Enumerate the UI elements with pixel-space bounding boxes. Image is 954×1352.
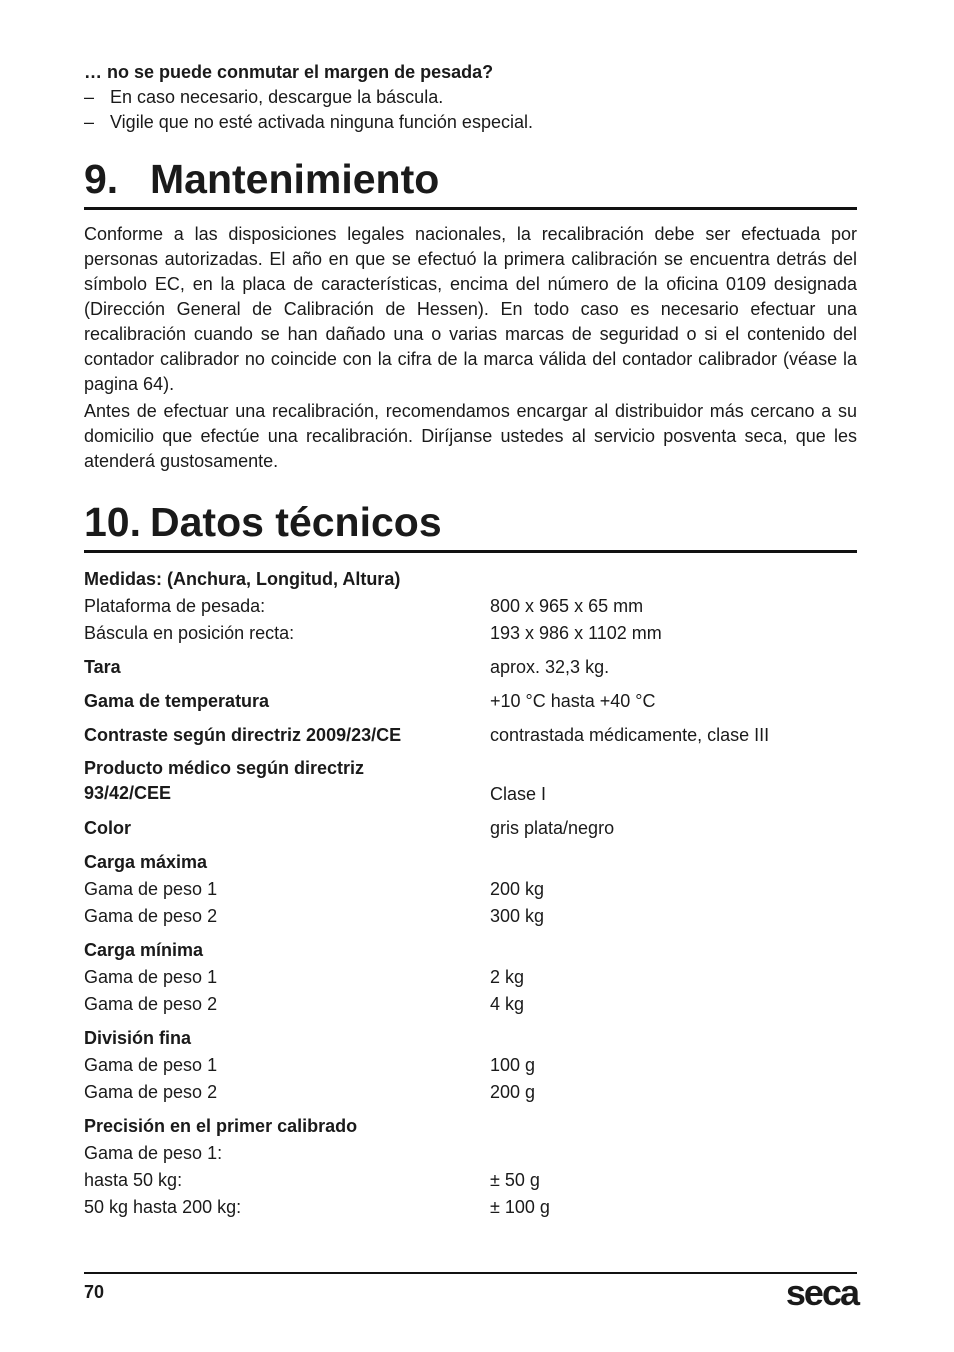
- spec-value: 2 kg: [490, 967, 525, 987]
- spec-label: Gama de temperatura: [84, 691, 270, 711]
- maintenance-body: [84, 222, 857, 476]
- spec-label-line: Producto médico según directriz: [84, 758, 365, 778]
- spec-value: gris plata/negro: [490, 818, 615, 838]
- section-number: 10.: [84, 499, 141, 545]
- spec-row: [84, 903, 857, 930]
- spec-label: Gama de peso 2: [84, 906, 218, 926]
- list-item: – Vigile que no esté activada ninguna función especial.: [84, 110, 533, 135]
- section-title: Mantenimiento: [150, 156, 440, 202]
- section-title: Datos técnicos: [150, 499, 442, 545]
- spec-label: Gama de peso 1:: [84, 1143, 223, 1163]
- spec-value: ± 50 g: [490, 1170, 540, 1190]
- spec-label: Color: [84, 818, 131, 838]
- spec-label: Gama de peso 1: [84, 967, 218, 987]
- troubleshooting-list: [84, 85, 533, 135]
- spec-row: [84, 849, 857, 876]
- spec-row: [84, 756, 857, 808]
- spec-label: Tara: [84, 657, 121, 677]
- spec-label-line: 93/42/CEE: [84, 783, 172, 803]
- spec-row: [84, 815, 857, 842]
- spec-value: 200 g: [490, 1082, 536, 1102]
- spec-heading: Medidas: (Anchura, Longitud, Altura): [84, 569, 401, 589]
- list-item: – En caso necesario, descargue la báscula.: [84, 85, 533, 110]
- spec-value: Clase I: [490, 784, 547, 804]
- spec-row: [84, 876, 857, 903]
- spec-label: 50 kg hasta 200 kg:: [84, 1197, 242, 1217]
- spec-row: [84, 1079, 857, 1106]
- paragraph: Antes de efectuar una recalibración, recomendamos encargar al distribuidor más cercano a su domicilio que efectúe una recalibración. Diríjanse ustedes al servicio posventa seca, que les atenderá gustosamente.: [84, 401, 857, 471]
- spec-label: Plataforma de pesada:: [84, 596, 266, 616]
- spec-heading: División fina: [84, 1028, 192, 1048]
- spec-row: [84, 688, 857, 715]
- spec-table: [84, 566, 857, 1221]
- spec-row: [84, 1025, 857, 1052]
- spec-value: 100 g: [490, 1055, 536, 1075]
- spec-row: [84, 566, 857, 593]
- spec-value: contrastada médicamente, clase III: [490, 725, 770, 745]
- spec-row: [84, 654, 857, 681]
- spec-label: Contraste según directriz 2009/23/CE: [84, 725, 402, 745]
- spec-row: [84, 991, 857, 1018]
- section-heading-technical-data: [84, 498, 857, 553]
- spec-label: Gama de peso 1: [84, 879, 218, 899]
- spec-row: [84, 620, 857, 647]
- spec-heading: Carga mínima: [84, 940, 204, 960]
- spec-value: aprox. 32,3 kg.: [490, 657, 610, 677]
- spec-label: Gama de peso 2: [84, 994, 218, 1014]
- paragraph: Conforme a las disposiciones legales nacionales, la recalibración debe ser efectuada por personas autorizadas. El año en que se efectuó la primera calibración se encuentra detrás del símbolo EC, en la placa de características, encima del número de la oficina 0109 designada (Dirección General de Calibración de Hessen). En todo caso es necesario efectuar una recalibración cuando se han dañado una o varias marcas de seguridad o si el contenido del contador calibrador no coincide con la cifra de la marca válida del contador calibrador (véase la pagina 64).: [84, 224, 857, 394]
- spec-heading: Precisión en el primer calibrado: [84, 1116, 358, 1136]
- section-heading-maintenance: [84, 155, 857, 210]
- spec-label: Báscula en posición recta:: [84, 623, 295, 643]
- spec-heading: Carga máxima: [84, 852, 208, 872]
- spec-row: [84, 593, 857, 620]
- spec-label: [84, 756, 364, 806]
- section-number: 9.: [84, 156, 119, 202]
- spec-value: ± 100 g: [490, 1197, 550, 1217]
- spec-row: [84, 964, 857, 991]
- spec-value: 300 kg: [490, 906, 545, 926]
- spec-row: [84, 1167, 857, 1194]
- spec-label: Gama de peso 1: [84, 1055, 218, 1075]
- spec-row: [84, 937, 857, 964]
- spec-label: hasta 50 kg:: [84, 1170, 183, 1190]
- spec-label: Gama de peso 2: [84, 1082, 218, 1102]
- spec-row: [84, 722, 857, 749]
- footer-rule: [84, 1272, 857, 1274]
- page-number: 70: [84, 1282, 105, 1302]
- spec-row: [84, 1113, 857, 1140]
- spec-value: 200 kg: [490, 879, 545, 899]
- spec-row: [84, 1140, 857, 1167]
- spec-row: [84, 1194, 857, 1221]
- spec-value: 800 x 965 x 65 mm: [490, 596, 644, 616]
- spec-row: [84, 1052, 857, 1079]
- spec-value: +10 °C hasta +40 °C: [490, 691, 656, 711]
- spec-value: 193 x 986 x 1102 mm: [490, 623, 662, 643]
- spec-value: 4 kg: [490, 994, 525, 1014]
- seca-logo: seca: [785, 1272, 858, 1313]
- troubleshooting-question: … no se puede conmutar el margen de pesada?: [84, 62, 494, 82]
